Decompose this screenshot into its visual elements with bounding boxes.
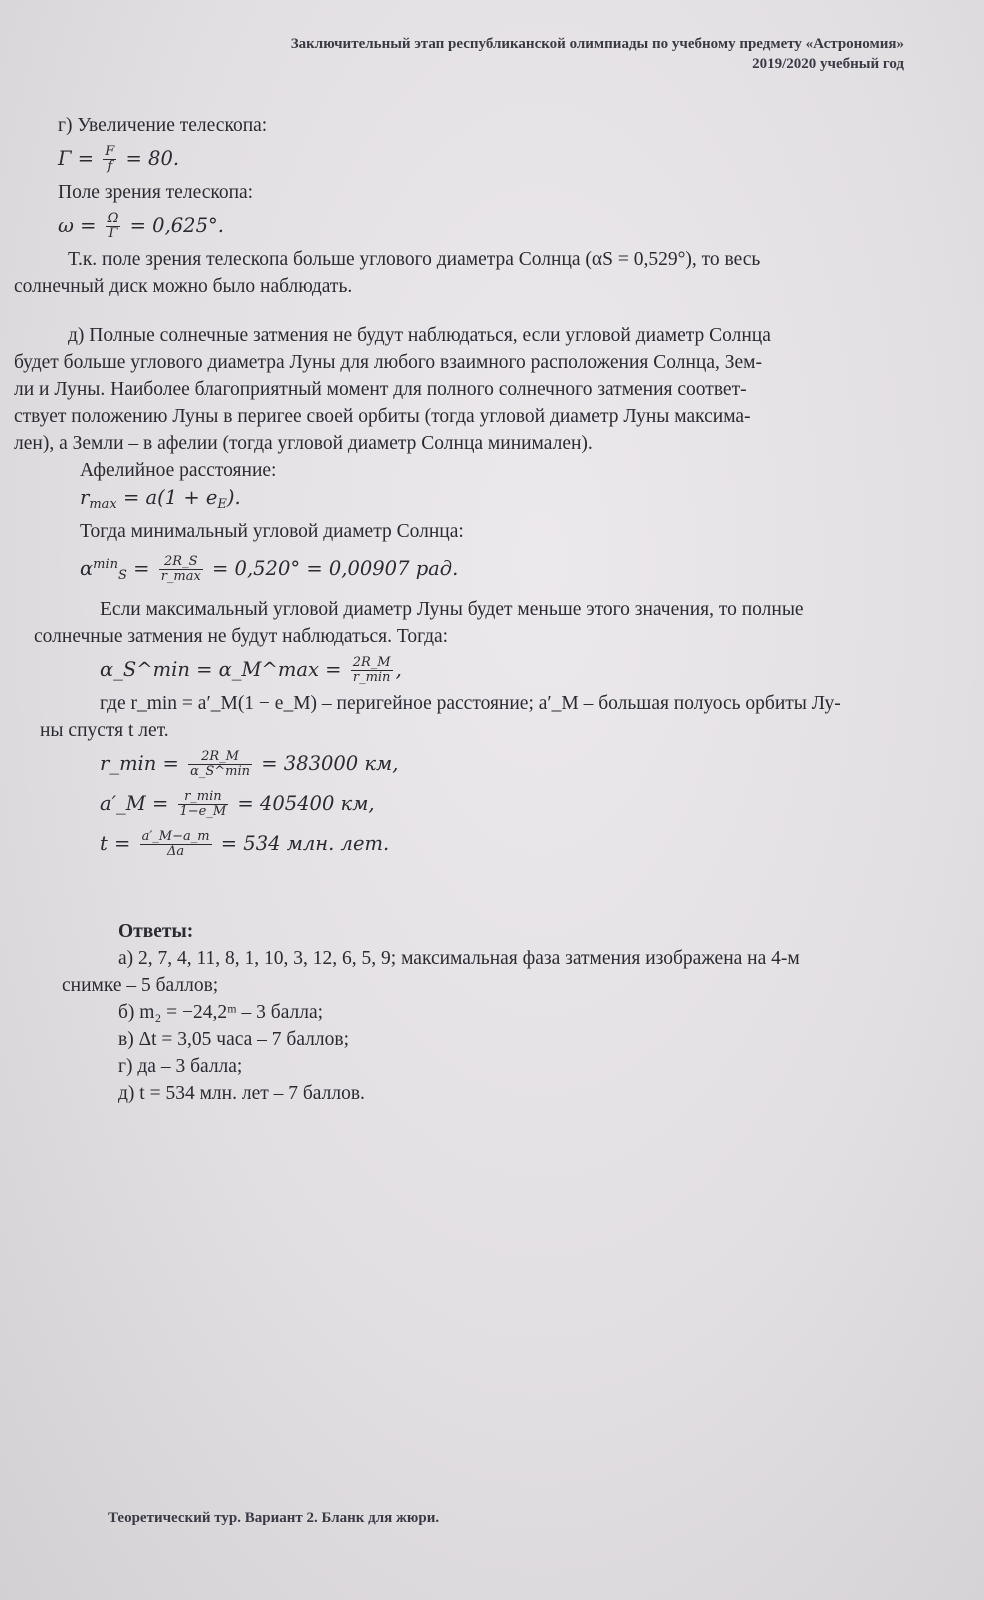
condition-line-1: Если максимальный угловой диаметр Луны будет меньше этого значения, то полные	[100, 599, 804, 620]
part-d-paragraph-line: д) Полные солнечные затмения не будут наблюдаться, если угловой диаметр Солнца	[68, 325, 771, 346]
part-g-title: г) Увеличение телескопа:	[58, 115, 268, 136]
answer-g: г) да – 3 балла;	[118, 1056, 243, 1077]
answers-title: Ответы:	[118, 921, 194, 942]
fraction: $\frac{r\_\min}{1-e\_M}$	[179, 789, 227, 819]
answer-a-line-1: а) 2, 7, 4, 11, 8, 1, 10, 3, 12, 6, 5, 9; максимальная фаза затмения изображена на 4-м	[118, 948, 800, 969]
page-footer: Теоретический тур. Вариант 2. Бланк для жюри.	[108, 1510, 440, 1526]
where-line-2: ны спустя t лет.	[40, 720, 169, 741]
formula-alpha-sun: $\alpha^{min}_S$ = $\frac{2R\_S}{r\_\max}$ = 0,520° = 0,00907 рад.	[80, 554, 459, 584]
formula-rmax: $r_{max} = a(1 + e_E)$.	[80, 486, 241, 512]
formula-rmin: r_min = $\frac{2R\_M}{\alpha\_S\^{}\min}$ = 383000 км,	[100, 749, 399, 779]
formula-semimajor-axis: a′_M = $\frac{r\_\min}{1-e\_M}$ = 405400 км,	[100, 789, 375, 819]
fraction: $\frac{2R\_M}{r\_\min}$	[352, 655, 391, 685]
header-line-2: 2019/2020 учебный год	[752, 56, 904, 72]
field-of-view-title: Поле зрения телескопа:	[58, 182, 254, 203]
conclusion-line-1: Т.к. поле зрения телескопа больше углового диаметра Солнца (αS = 0,529°), то весь	[68, 249, 761, 270]
spacer	[14, 300, 914, 322]
answer-b: б) m₂ = −24,2ᵐ – 3 балла;	[118, 1002, 324, 1023]
condition-line-2: солнечные затмения не будут наблюдаться. Тогда:	[34, 626, 449, 647]
formula-magnification: Γ = $\frac{F}{f}$ = 80.	[58, 144, 180, 174]
header-line-1: Заключительный этап республиканской олимпиады по учебному предмету «Астрономия»	[290, 36, 904, 52]
conclusion-line-2: солнечный диск можно было наблюдать.	[14, 276, 353, 297]
aphelion-title: Афелийное расстояние:	[80, 460, 277, 481]
formula-field-of-view: ω = $\frac{\Omega}{\Gamma}$ = 0,625°.	[58, 211, 224, 241]
solution-body	[14, 112, 914, 1107]
part-d-paragraph-line: ли и Луны. Наиболее благоприятный момент для полного солнечного затмения соответ-	[14, 379, 747, 400]
min-sun-diameter-title: Тогда минимальный угловой диаметр Солнца:	[80, 521, 464, 542]
fraction: $\frac{2R\_S}{r\_\max}$	[160, 554, 201, 584]
where-line-1: где r_min = a′_M(1 − e_M) – перигейное расстояние; a′_M – большая полуось орбиты Лу-	[100, 693, 841, 714]
page-header	[291, 34, 904, 74]
formula-time: t = $\frac{a'\_M-a\_m}{\Delta a}$ = 534 млн. лет.	[100, 829, 390, 859]
fraction: $\frac{a'\_M-a\_m}{\Delta a}$	[141, 829, 210, 859]
fraction: $\frac{2R\_M}{\alpha\_S\^{}\min}$	[190, 749, 251, 779]
part-d-paragraph-line: лен), а Земли – в афелии (тогда угловой диаметр Солнца минимален).	[14, 433, 593, 454]
part-d-paragraph-line: будет больше углового диаметра Луны для любого взаимного расположения Солнца, Зем-	[14, 352, 763, 373]
answer-d: д) t = 534 млн. лет – 7 баллов.	[118, 1083, 365, 1104]
part-d-paragraph-line: ствует положению Луны в перигее своей орбиты (тогда угловой диаметр Луны максима-	[14, 406, 751, 427]
spacer	[14, 864, 914, 918]
fraction: $\frac{\Omega}{\Gamma}$	[107, 211, 119, 241]
answer-v: в) Δt = 3,05 часа – 7 баллов;	[118, 1029, 350, 1050]
formula-alpha-equality: α_S^min = α_M^max = $\frac{2R\_M}{r\_\min}$ ,	[100, 655, 402, 685]
answer-a-line-2: снимке – 5 баллов;	[62, 975, 219, 996]
fraction: $\frac{F}{f}$	[105, 144, 115, 174]
